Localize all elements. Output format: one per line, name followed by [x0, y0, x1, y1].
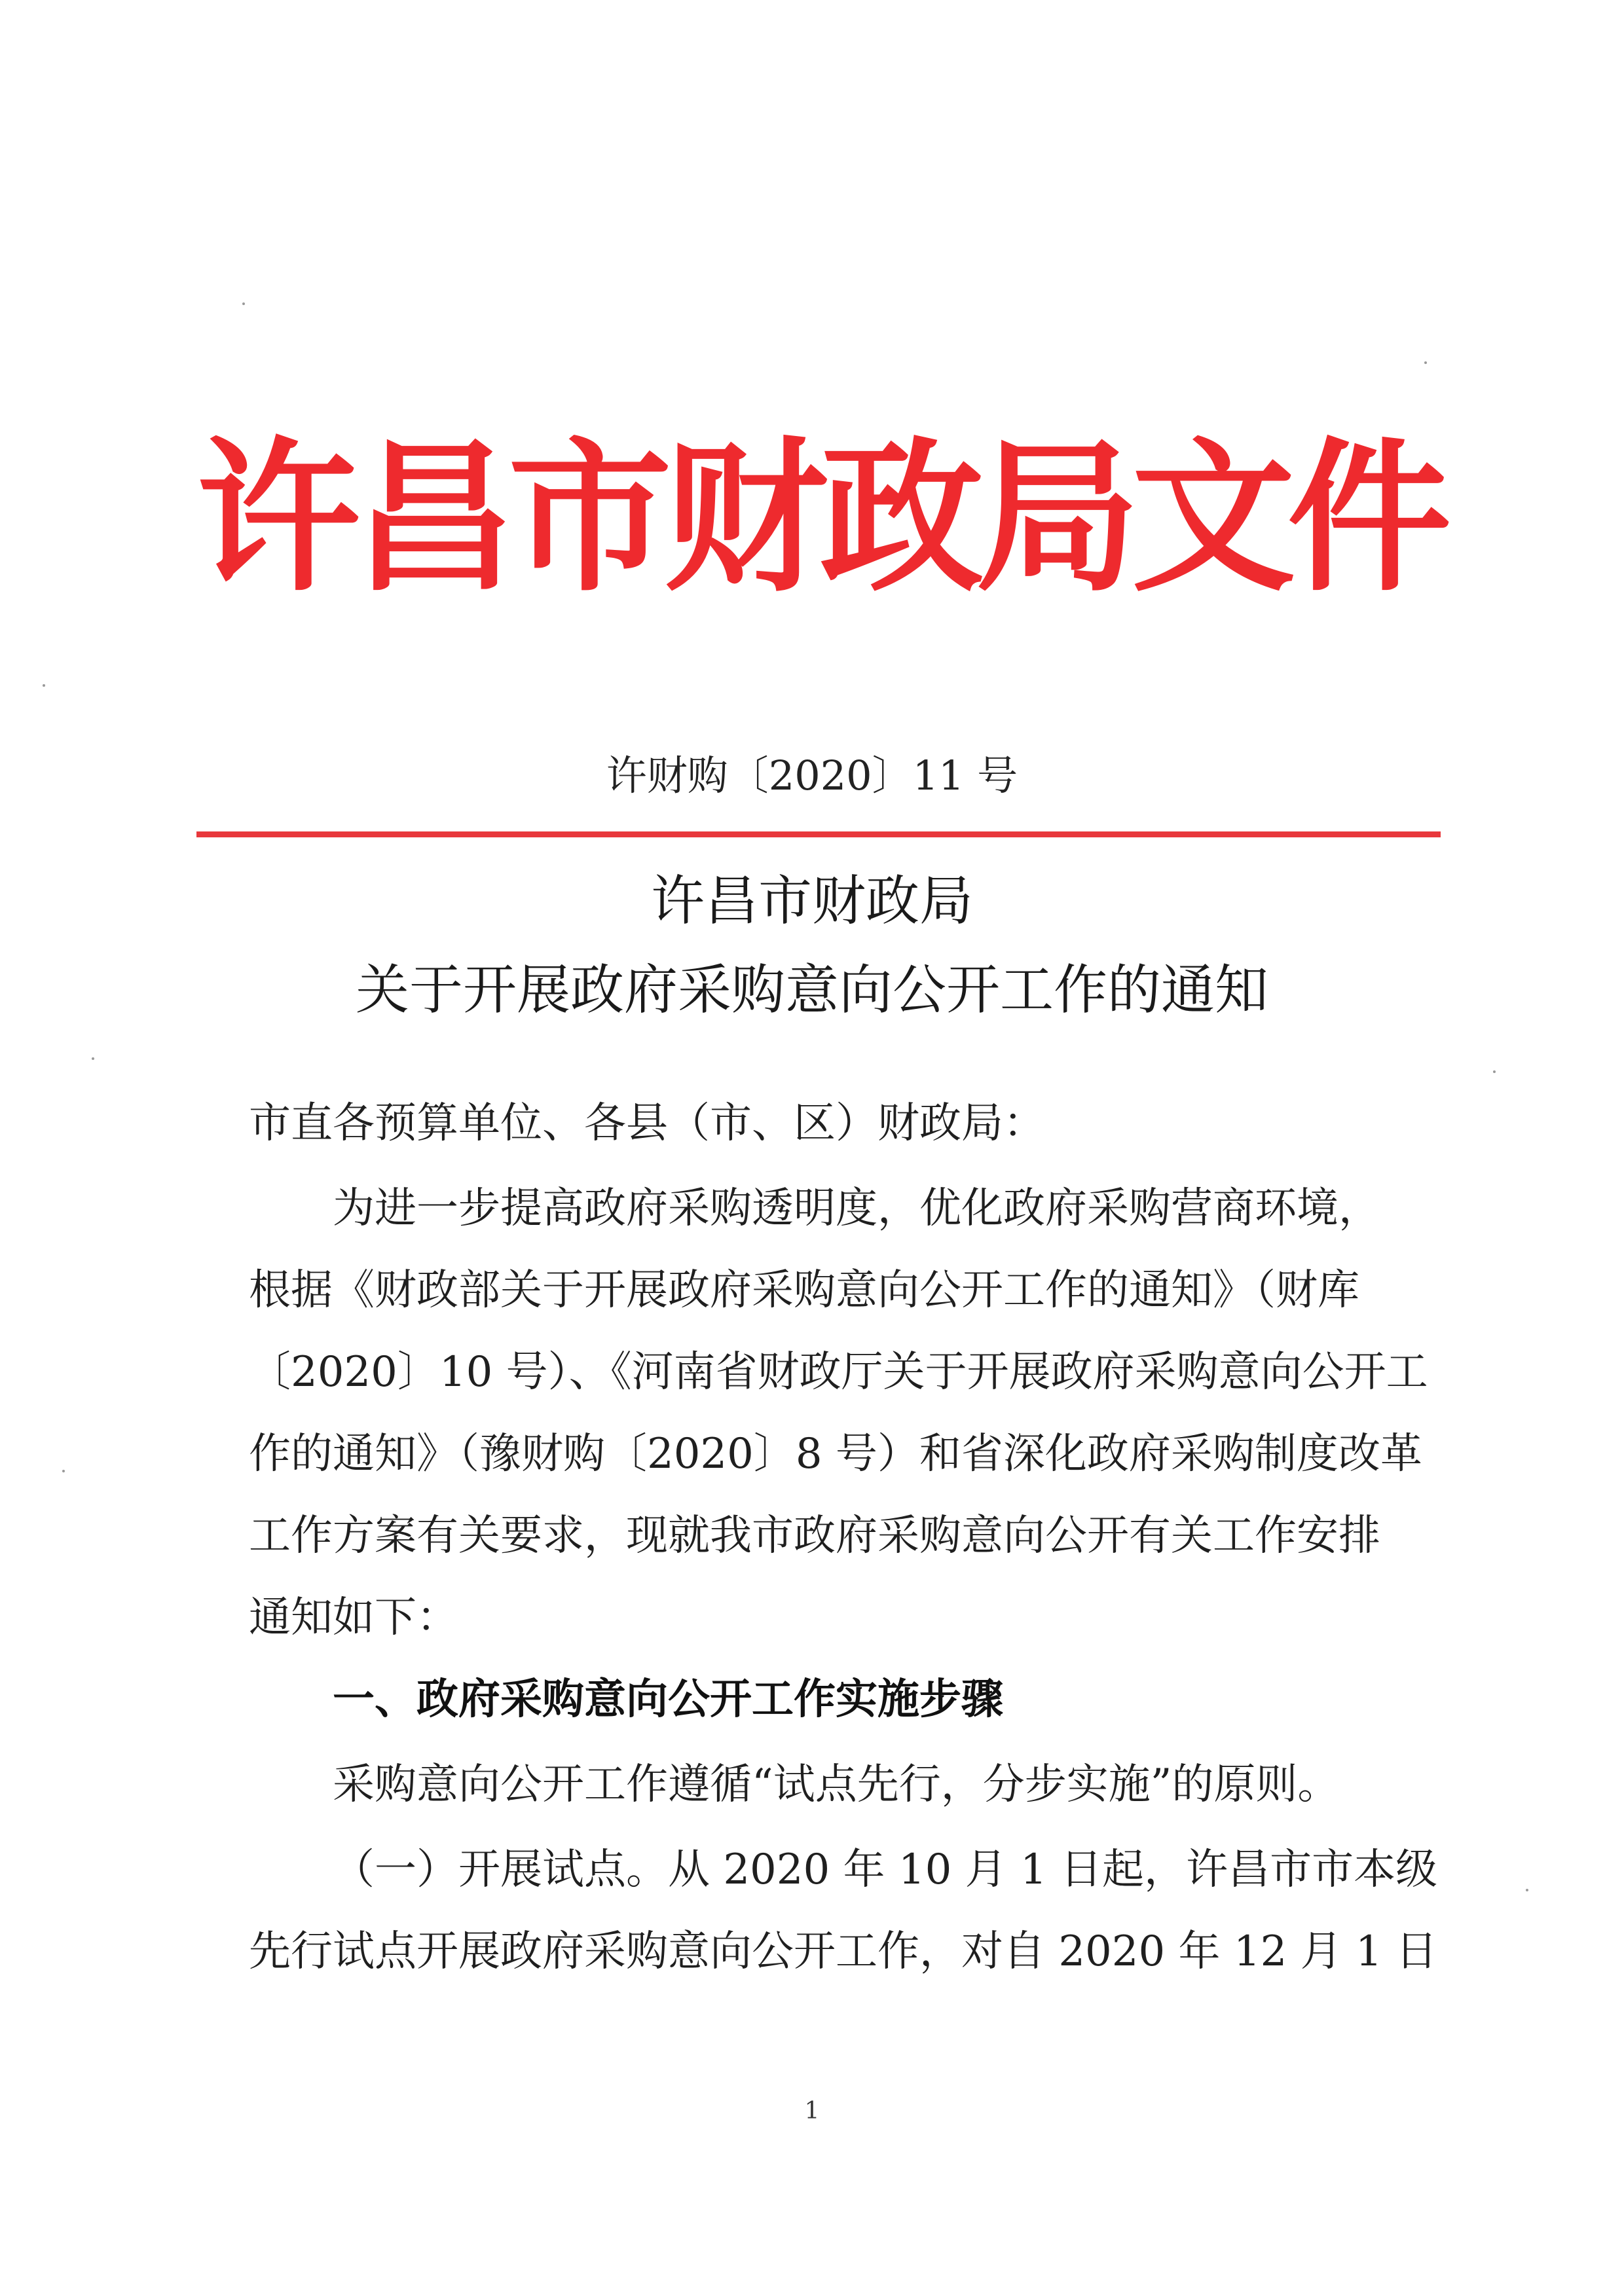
document-number: 许财购〔2020〕11 号: [606, 752, 1018, 799]
salutation: 市直各预算单位、各县（市、区）财政局：: [249, 1099, 1045, 1148]
scan-speck: [62, 1470, 65, 1472]
paragraph-line: 〔2020〕10 号）、《河南省财政厅关于开展政府采购意向公开工: [249, 1348, 1428, 1396]
scan-speck: [43, 684, 45, 687]
paragraph-line: 为进一步提高政府采购透明度，优化政府采购营商环境，: [333, 1184, 1380, 1233]
paragraph-line: 根据《财政部关于开展政府采购意向公开工作的通知》（财库: [249, 1266, 1359, 1315]
page-number: 1: [804, 2098, 820, 2124]
scan-speck: [92, 1057, 94, 1060]
document-title-line-1: 许昌市财政局: [650, 870, 973, 932]
paragraph-line: 工作方案有关要求，现就我市政府采购意向公开有关工作安排: [249, 1512, 1380, 1560]
scan-speck: [1424, 361, 1427, 364]
scan-speck: [1493, 1070, 1496, 1073]
scan-speck: [242, 302, 245, 305]
scan-speck: [1526, 1889, 1528, 1891]
paragraph-line: 作的通知》（豫财购〔2020〕8 号）和省深化政府采购制度改革: [249, 1430, 1422, 1478]
subsection-line: 先行试点开展政府采购意向公开工作，对自 2020 年 12 月 1 日: [249, 1927, 1438, 1976]
paragraph-line: 通知如下：: [249, 1594, 458, 1642]
red-divider-line: [196, 831, 1441, 837]
section-intro: 采购意向公开工作遵循“试点先行，分步实施”的原则。: [333, 1760, 1340, 1809]
subsection-line: （一）开展试点。从 2020 年 10 月 1 日起，许昌市市本级: [333, 1846, 1438, 1894]
section-heading: 一、政府采购意向公开工作实施步骤: [333, 1675, 1003, 1724]
document-title-line-2: 关于开展政府采购意向公开工作的通知: [355, 959, 1268, 1021]
masthead-title: 许昌市财政局文件: [196, 421, 1443, 613]
